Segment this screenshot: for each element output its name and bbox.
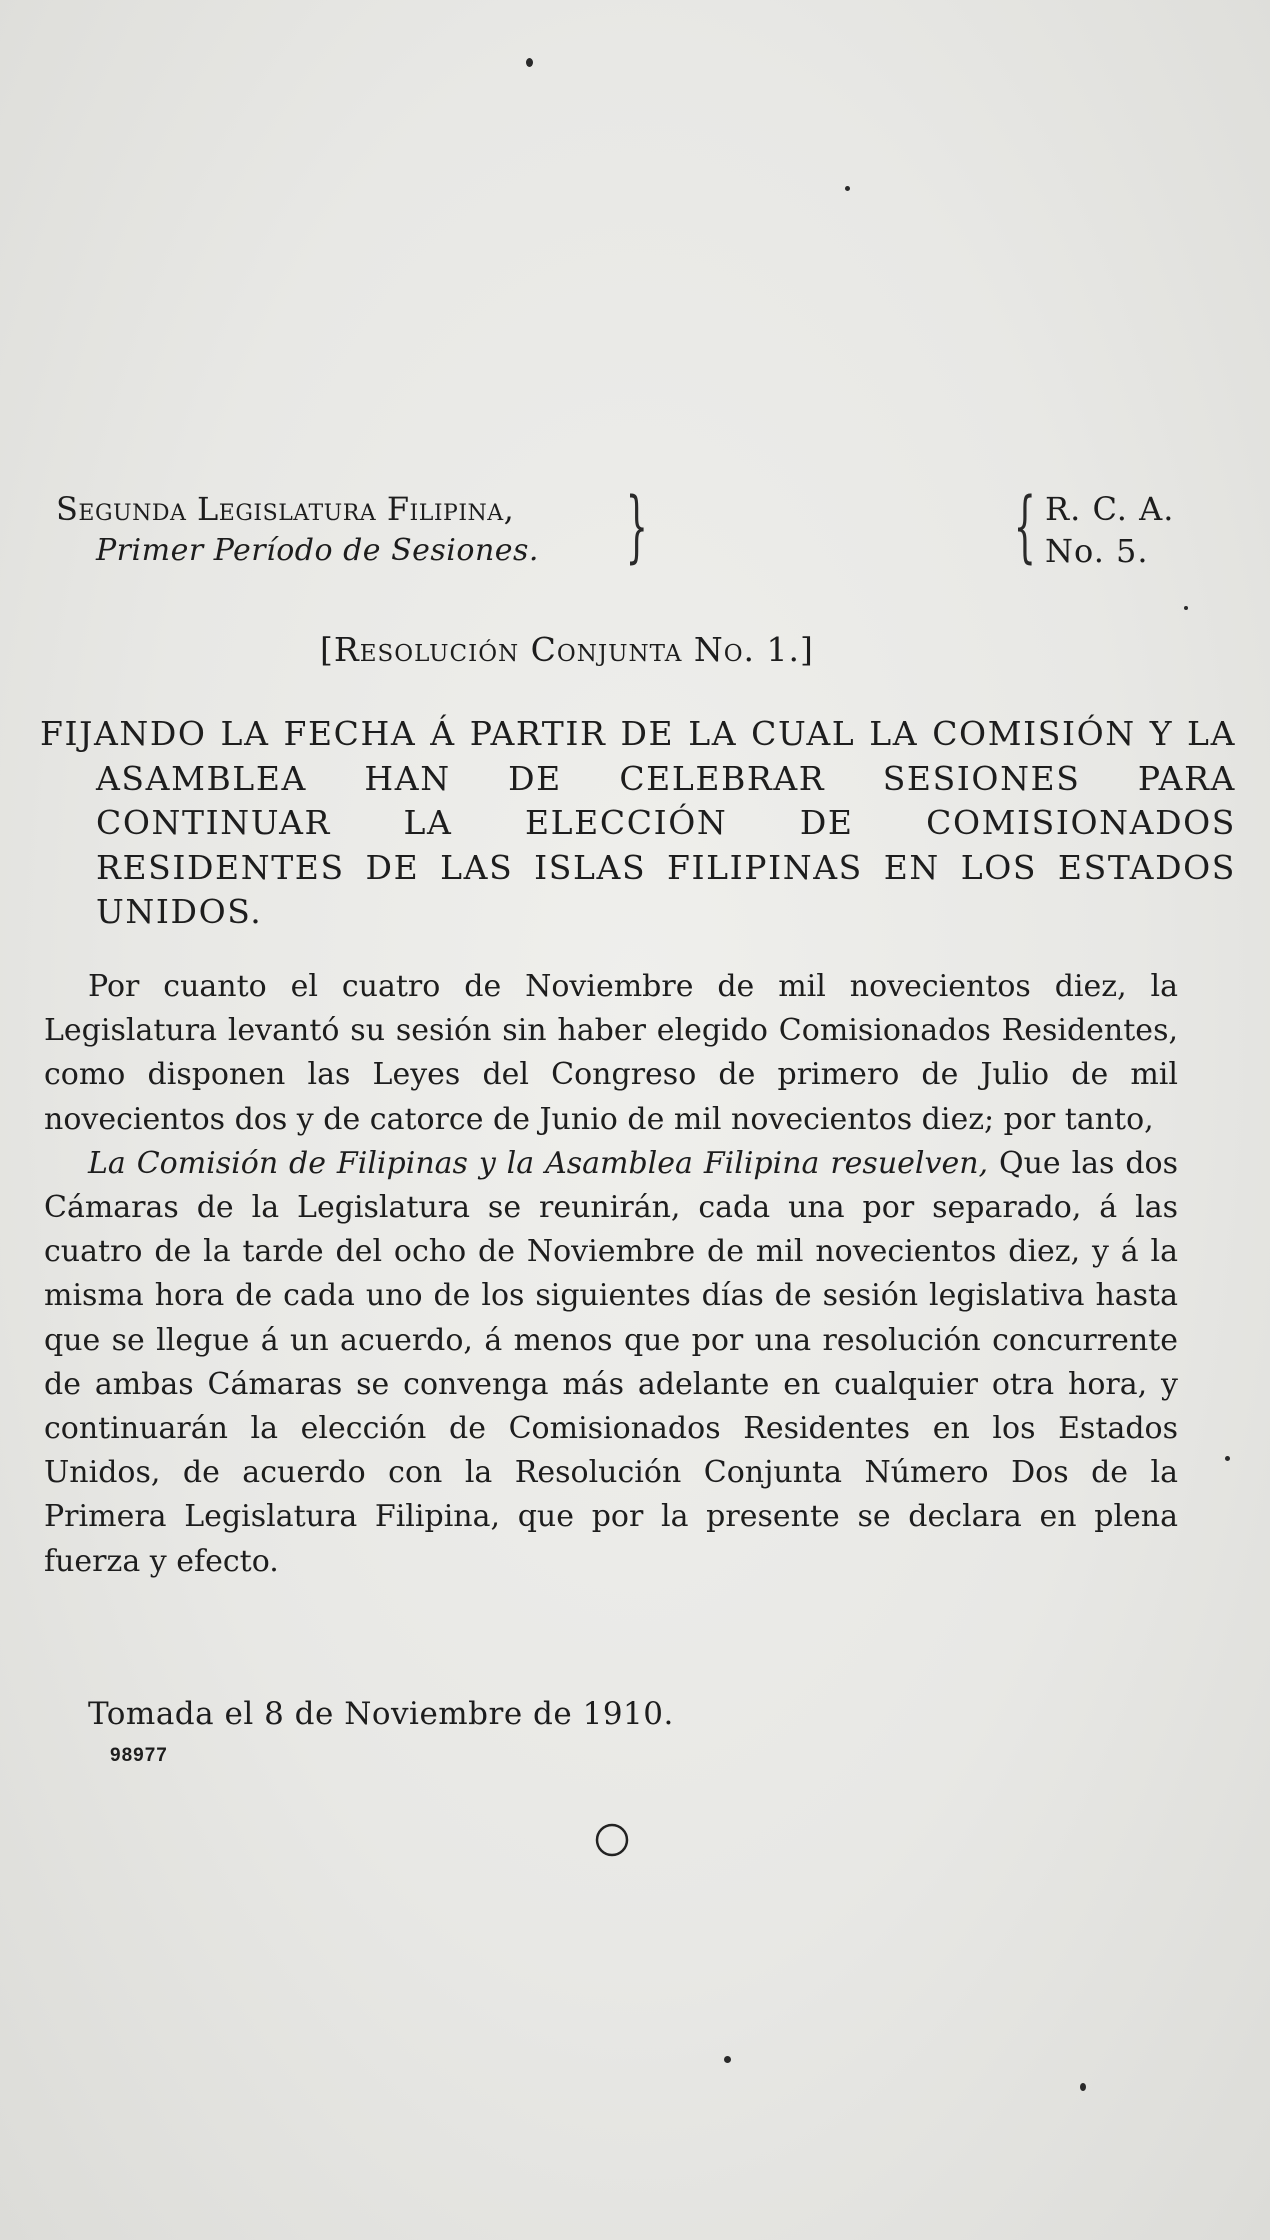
resolving-clause-text: Que las dos Cámaras de la Legislatura se reunirán, cada una por separado, á las cuatro de la tarde del ocho de Noviembre de mil novecientos diez, y á la misma hora de cada uno de los siguientes días de sesión legislativa hasta que se llegue á un acuerdo, á menos que por una resolución concurrente de ambas Cámaras se convenga más adelante en cualquier otra hora, y continuarán la elección de Comisionados Residentes en los Estados Unidos, de acuerdo con la Resolución Conjunta Número Dos de la Primera Legislatura Filipina, que por la presente se declara en plena fuerza y efecto. (44, 1145, 1179, 1579)
ink-speck (1184, 606, 1188, 610)
ink-speck (845, 186, 850, 191)
bill-type: R. C. A. (1045, 490, 1175, 528)
right-brace-glyph: } (625, 482, 648, 572)
bill-reference (1045, 488, 1174, 572)
bill-number: No. 5. (1045, 532, 1149, 570)
document-header (0, 482, 1270, 598)
circle-ornament (592, 1820, 632, 1860)
session-period: Primer Período de Sesiones. (96, 533, 539, 568)
resolution-label: [Resolución Conjunta No. 1.] (320, 630, 814, 669)
whereas-clause: Por cuanto el cuatro de Noviembre de mil novecientos diez, la Legislatura levantó su sesión sin haber elegido Comisionados Residentes, como disponen las Leyes del Congreso de primero de Julio de mil novecientos dos y de catorce de Junio de mil novecientos diez; por tanto, (44, 969, 1178, 1137)
ink-speck (1080, 2083, 1086, 2091)
legislature-name: Segunda Legislatura Filipina, (56, 490, 515, 528)
session-info (56, 488, 539, 572)
resolution-title: FIJANDO LA FECHA Á PARTIR DE LA CUAL LA COMISIÓN Y LA ASAMBLEA HAN DE CELEBRAR SESIONES PARA CONTINUAR LA ELECCIÓN DE COMISIONADOS RESIDENTES DE LAS ISLAS FILIPINAS EN LOS ESTADOS UNIDOS. (40, 714, 1236, 931)
adoption-date: Tomada el 8 de Noviembre de 1910. (88, 1696, 674, 1732)
ink-speck (1225, 1456, 1230, 1461)
ink-speck (526, 58, 533, 67)
resolution-body (44, 965, 1178, 1584)
left-brace-glyph: { (1013, 482, 1036, 572)
resolving-clause-lead: La Comisión de Filipinas y la Asamblea Filipina resuelven, (88, 1145, 989, 1181)
resolving-clause (44, 1142, 1178, 1584)
ink-speck (724, 2056, 731, 2063)
print-number: 98977 (110, 1745, 168, 1766)
